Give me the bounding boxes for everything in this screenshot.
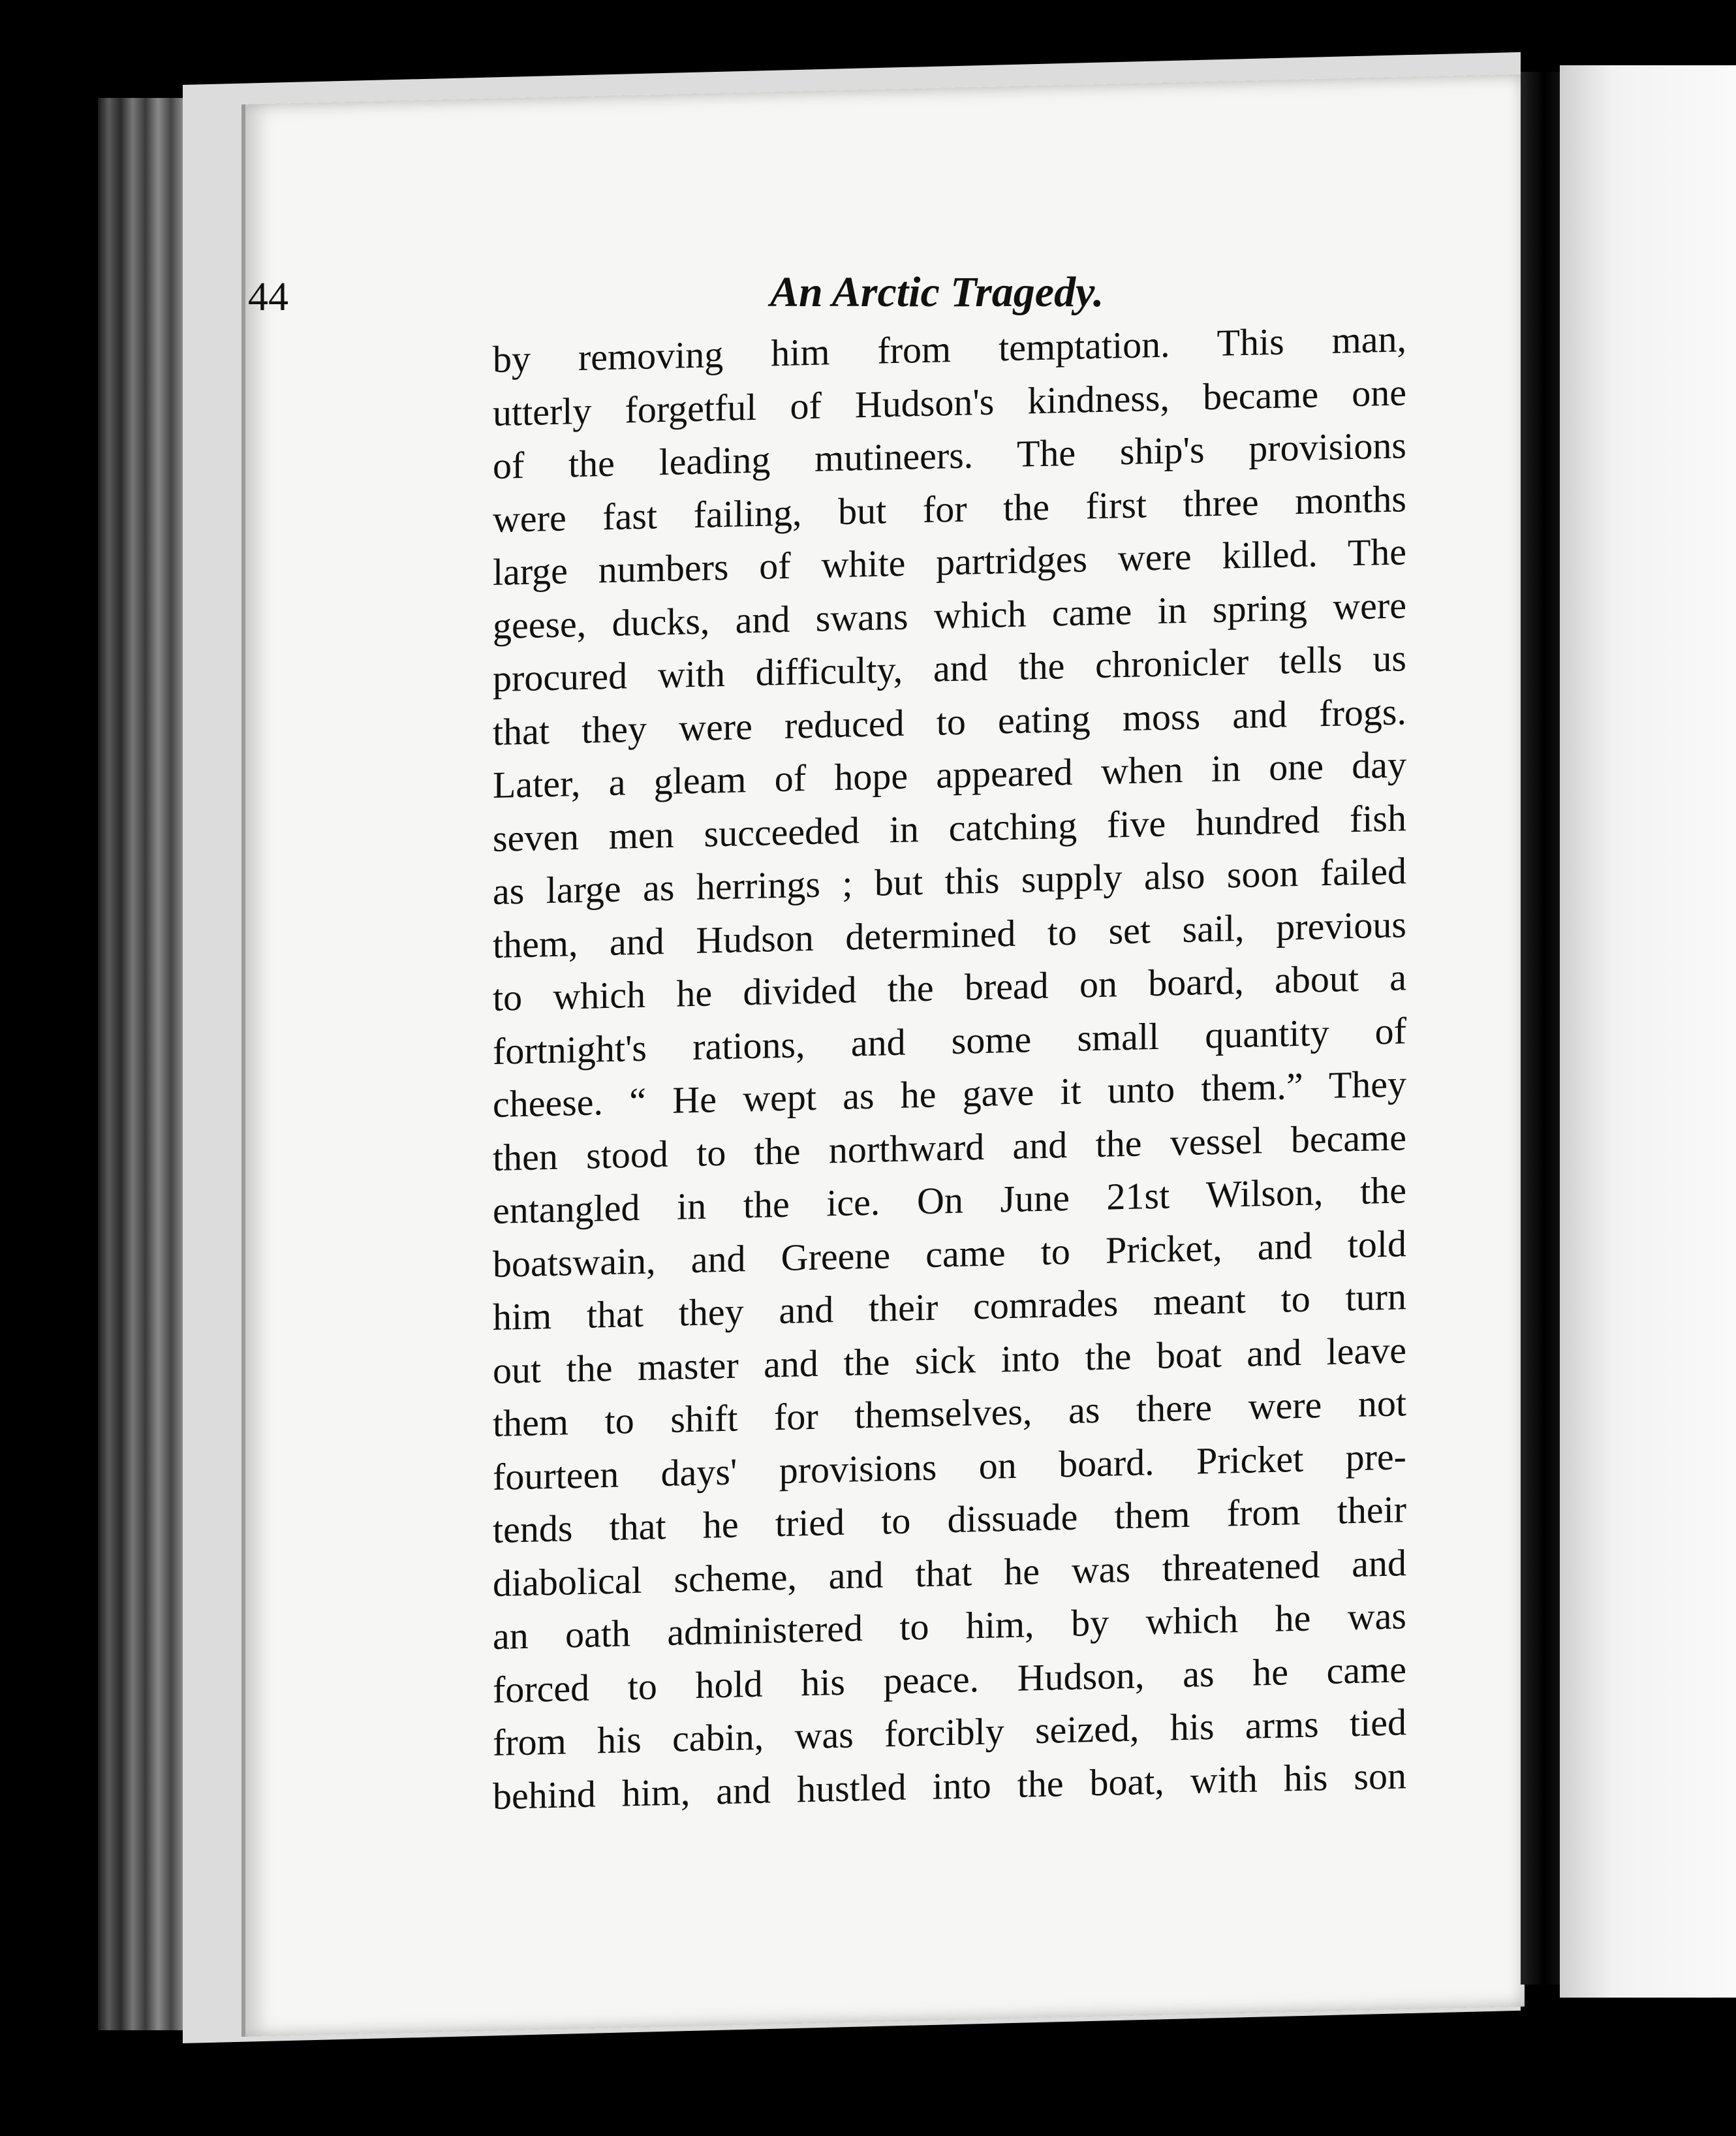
text-line: an oath administered to him, by which he was — [493, 1594, 1406, 1657]
text-line: that they were reduced to eating moss and frogs. — [493, 689, 1406, 753]
text-line: seven men succeeded in catching five hundred fish — [493, 796, 1406, 860]
book-edge — [98, 98, 189, 2030]
text-line: forced to hold his peace. Hudson, as he came — [493, 1647, 1406, 1711]
text-line: as large as herrings ; but this supply also soon failed — [493, 849, 1406, 913]
text-line: entangled in the ice. On June 21st Wilson, the — [493, 1169, 1406, 1232]
text-line: diabolical scheme, and that he was threatened and — [493, 1541, 1406, 1605]
page-number: 44 — [248, 275, 288, 319]
text-line: were fast failing, but for the first three months — [493, 477, 1406, 541]
text-line: large numbers of white partridges were killed. The — [493, 530, 1406, 593]
body-text — [493, 312, 1406, 1823]
text-line: fourteen days' provisions on board. Pricket pre- — [493, 1434, 1406, 1498]
text-line: tends that he tried to dissuade them from their — [493, 1488, 1406, 1551]
text-line: by removing him from temptation. This man, — [493, 317, 1406, 381]
text-line: boatswain, and Greene came to Pricket, and told — [493, 1221, 1406, 1285]
text-line: of the leading mutineers. The ship's provisions — [493, 424, 1406, 487]
text-line: to which he divided the bread on board, about a — [493, 956, 1406, 1019]
facing-page-edge — [1560, 65, 1736, 1998]
text-line: geese, ducks, and swans which came in spring were — [493, 583, 1406, 647]
text-line: Later, a gleam of hope appeared when in one day — [493, 743, 1406, 806]
text-line: procured with difficulty, and the chronicler tells us — [493, 636, 1406, 700]
text-line: then stood to the northward and the vessel became — [493, 1115, 1406, 1179]
text-line: behind him, and hustled into the boat, with his son — [493, 1753, 1406, 1817]
text-line: cheese. “ He wept as he gave it unto them.” They — [493, 1062, 1406, 1125]
text-line: fortnight's rations, and some small quantity of — [493, 1009, 1406, 1073]
text-line: from his cabin, was forcibly seized, his arms tied — [493, 1701, 1406, 1764]
text-line: utterly forgetful of Hudson's kindness, became one — [493, 370, 1406, 434]
page-gutter-shadow — [1521, 72, 1560, 1985]
text-line: them to shift for themselves, as there were not — [493, 1381, 1406, 1445]
text-line: him that they and their comrades meant to turn — [493, 1275, 1406, 1338]
text-line: them, and Hudson determined to set sail, previous — [493, 902, 1406, 966]
text-line: out the master and the sick into the boat and leave — [493, 1328, 1406, 1392]
running-title: An Arctic Tragedy. — [770, 268, 1104, 316]
